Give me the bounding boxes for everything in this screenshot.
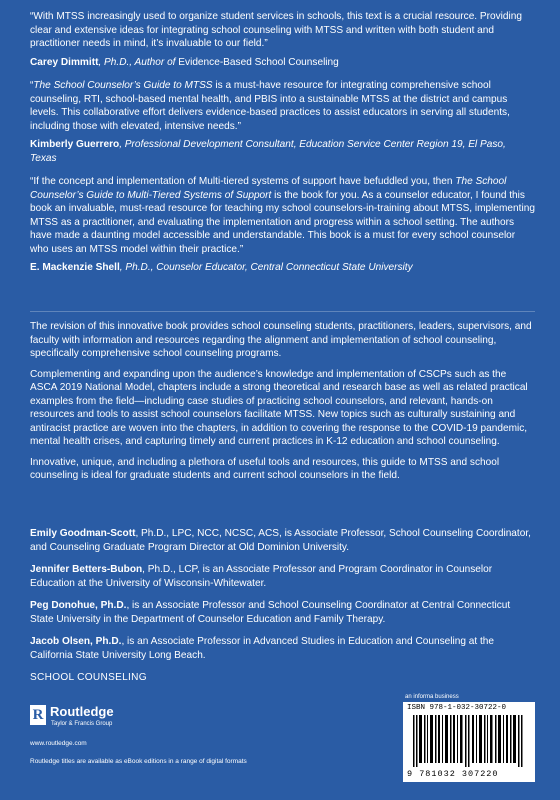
barcode [403,702,535,782]
endorsement-quote-2: “The School Counselor’s Guide to MTSS is a must-have resource for integrating comprehensive school counseling, RTI, school-based mental health, and PBIS into a sustainable MTSS at the district and campus levels. This collaborative effort delivers evidence-based practices to assist educators in serving all students, including those with elevated, intensive needs.” [30,80,510,132]
author-bio: Peg Donohue, Ph.D., is an Associate Professor and School Counseling Coordinator at Central Connecticut State University in the Department of Counselor Education and Family Therapy. [30,600,511,625]
endorsement-quote-3: “If the concept and implementation of Multi-tiered systems of support have befuddled you, then The School Counselor’s Guide to Multi-Tiered Systems of Support is the book for you. As a counselor educator, I found this book an invaluable, must-read resource for teaching my school counselors-in-training about MTSS, implementing MTSS as a practitioner, and evaluating the implementation and progress within a school setting. The authors have made a daunting model accessible and understandable. This book is a must for every school counselor who uses an MTSS model within their practice.” [30,176,535,255]
isbn-label: ISBN 978-1-032-30722-0 [407,704,507,712]
endorser-name: E. Mackenzie Shell [30,262,120,273]
barcode-number: 9 781032 307220 [407,769,499,779]
book-title-ref: The School Counselor’s Guide to MTSS [33,80,213,91]
endorsements [30,10,535,285]
author-bio: Jennifer Betters-Bubon, Ph.D., LCP, is an Associate Professor and Program Coordinator in Counselor Education at the University of Wisconsin-Whitewater. [30,564,493,589]
endorser-name: Kimberly Guerrero [30,139,120,150]
author-bio: Jacob Olsen, Ph.D., is an Associate Professor in Advanced Studies in Education and Counseling at the California State University Long Beach. [30,636,495,661]
publisher-group: Taylor & Francis Group [51,721,113,727]
publisher-name: Routledge [50,704,114,719]
endorsement-attribution-1: Carey Dimmitt, Ph.D., Author of Evidence-Based School Counseling [30,56,339,68]
routledge-logo-icon: R [30,705,46,725]
subject-category: SCHOOL COUNSELING [30,672,147,683]
endorsement-attribution-2: Kimberly Guerrero, Professional Development Consultant, Education Service Center Region 19, El Paso, Texas [30,139,506,164]
author-name: Peg Donohue, Ph.D. [30,600,127,611]
barcode-bars-icon [413,715,527,767]
author-bios [30,527,535,671]
author-name: Jennifer Betters-Bubon [30,564,143,575]
description-paragraph: Complementing and expanding upon the audience’s knowledge and implementation of CSCPs such as the ASCA 2019 National Model, chapters include a strong theoretical and research base as well as related practical examples from the field—including case studies of practicing school counselors, and relevant, hands-on resources and tools to assist school counselors facilitate MTSS. New topics such as culturally sustaining and antiracist practice are woven into the chapters, in addition to covering the response to the COVID-19 pandemic, mental health crises, and capturing timely and current practices in K-12 education and school counseling. [30,368,528,447]
author-bio: Emily Goodman-Scott, Ph.D., LPC, NCC, NCSC, ACS, is Associate Professor, School Counseling Coordinator, and Counseling Graduate Program Director at Old Dominion University. [30,528,531,553]
informa-tagline: an informa business [405,694,459,700]
section-divider [30,311,535,312]
description-paragraph: Innovative, unique, and including a plethora of useful tools and resources, this guide to MTSS and school counseling is ideal for graduate students and current school counselors in the field. [30,456,500,481]
author-name: Emily Goodman-Scott [30,528,136,539]
endorsement-attribution-3: E. Mackenzie Shell, Ph.D., Counselor Educator, Central Connecticut State University [30,262,413,273]
endorser-name: Carey Dimmitt [30,56,99,68]
publisher-website: www.routledge.com [30,740,87,747]
description-paragraph: The revision of this innovative book provides school counseling students, practitioners, leaders, supervisors, and faculty with information and resources regarding the alignment and implementation of school counseling, specifically comprehensive school counseling programs. [30,321,532,359]
author-name: Jacob Olsen, Ph.D. [30,636,122,647]
book-description [30,320,535,490]
book-title-ref: The School Counselor’s Guide to Multi-Tiered Systems of Support [30,176,507,201]
endorsement-quote-1: “With MTSS increasingly used to organize student services in schools, this text is a crucial resource. Providing clear and extensive ideas for integrating school counseling with MTSS and written with both student and practitioner needs in mind, it’s invaluable to our field.” [30,11,522,49]
ebook-note: Routledge titles are available as eBook editions in a range of digital formats [30,758,247,765]
